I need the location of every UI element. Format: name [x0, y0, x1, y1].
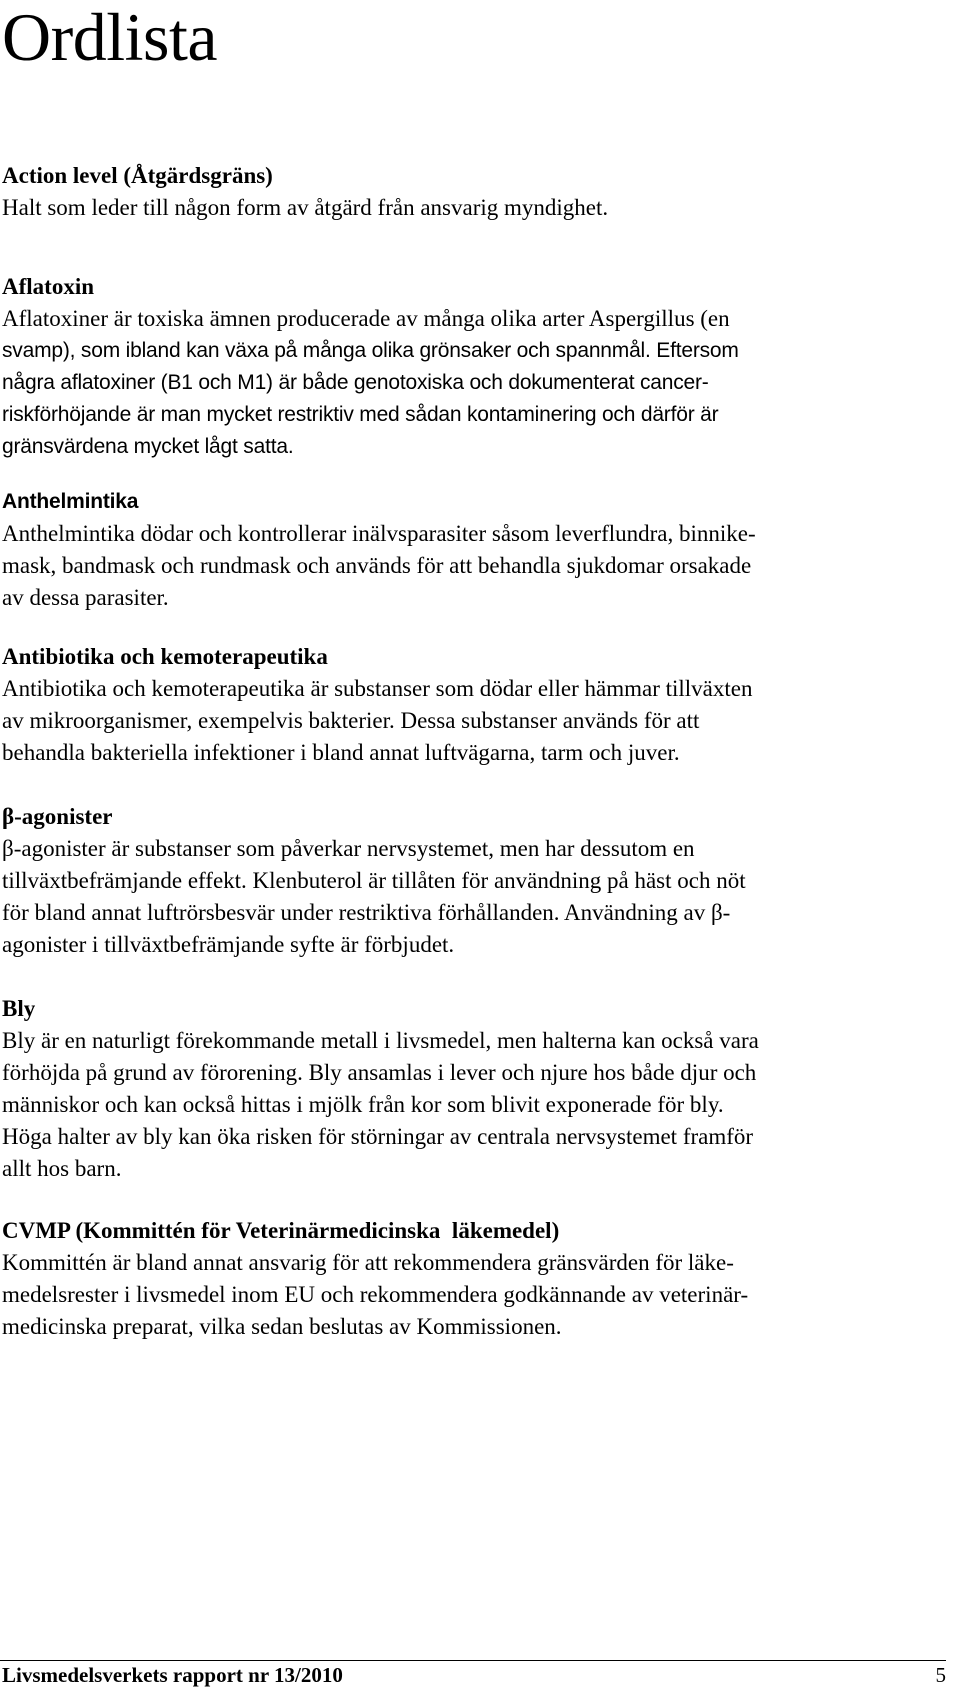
definition-line: Halt som leder till någon form av åtgärd från ansvarig myndighet.: [2, 195, 609, 220]
definition-line: Kommittén är bland annat ansvarig för att rekommendera gränsvärden för läke-: [2, 1250, 734, 1275]
definition-line: Aflatoxiner är toxiska ämnen producerade av många olika arter Aspergillus (en: [2, 306, 730, 331]
term-heading: Action level (Åtgärdsgräns): [2, 163, 273, 188]
definition-line: några aflatoxiner (B1 och M1) är både genotoxiska och dokumenterat cancer-: [2, 371, 709, 394]
definition-line: av mikroorganismer, exempelvis bakterier. Dessa substanser används för att: [2, 708, 700, 733]
term-heading: Anthelmintika: [2, 490, 139, 513]
glossary-entry-cvmp: [2, 1215, 954, 1343]
term-heading: CVMP (Kommittén för Veterinärmedicinska läkemedel): [2, 1218, 560, 1243]
definition-line: av dessa parasiter.: [2, 585, 169, 610]
term-definition: [2, 303, 954, 463]
definition-line: människor och kan också hittas i mjölk från kor som blivit exponerade för bly.: [2, 1092, 724, 1117]
page-title: Ordlista: [2, 0, 218, 75]
term-definition: [2, 1247, 954, 1343]
definition-line: medicinska preparat, vilka sedan beslutas av Kommissionen.: [2, 1314, 562, 1339]
glossary-entry-action-level: [2, 160, 954, 224]
report-name: Livsmedelsverkets rapport nr 13/2010: [2, 1663, 343, 1687]
term-heading: Aflatoxin: [2, 274, 94, 299]
definition-line: β-agonister är substanser som påverkar nervsystemet, men har dessutom en: [2, 836, 695, 861]
glossary-entry-bly: [2, 993, 954, 1185]
definition-line: riskförhöjande är man mycket restriktiv med sådan kontaminering och därför är: [2, 403, 719, 426]
term-heading: Bly: [2, 996, 36, 1021]
definition-line: Bly är en naturligt förekommande metall i livsmedel, men halterna kan också vara: [2, 1028, 759, 1053]
definition-line: Anthelmintika dödar och kontrollerar inälvsparasiter såsom leverflundra, binnike-: [2, 521, 756, 546]
definition-line: för bland annat luftrörsbesvär under restriktiva förhållanden. Användning av β-: [2, 900, 731, 925]
definition-line: mask, bandmask och rundmask och används för att behandla sjukdomar orsakade: [2, 553, 752, 578]
term-definition: [2, 192, 954, 224]
glossary-entry-beta-agonister: [2, 801, 954, 961]
glossary-entry-antibiotika: [2, 641, 954, 769]
definition-line: Antibiotika och kemoterapeutika är substanser som dödar eller hämmar tillväxten: [2, 676, 753, 701]
term-definition: [2, 673, 954, 769]
glossary-entry-aflatoxin: [2, 271, 954, 463]
definition-line: agonister i tillväxtbefrämjande syfte är förbjudet.: [2, 932, 455, 957]
definition-line: medelsrester i livsmedel inom EU och rekommendera godkännande av veterinär-: [2, 1282, 749, 1307]
term-heading: β-agonister: [2, 804, 113, 829]
definition-line: svamp), som ibland kan växa på många olika grönsaker och spannmål. Eftersom: [2, 339, 739, 362]
term-heading: Antibiotika och kemoterapeutika: [2, 644, 328, 669]
page-number: 5: [935, 1663, 946, 1687]
glossary-entry-anthelmintika: [2, 486, 954, 614]
page-footer: [0, 1660, 946, 1687]
definition-line: behandla bakteriella infektioner i bland annat luftvägarna, tarm och juver.: [2, 740, 680, 765]
term-definition: [2, 518, 954, 614]
definition-line: tillväxtbefrämjande effekt. Klenbuterol är tillåten för användning på häst och nöt: [2, 868, 746, 893]
term-definition: [2, 1025, 954, 1185]
term-definition: [2, 833, 954, 961]
definition-line: Höga halter av bly kan öka risken för störningar av centrala nervsystemet framför: [2, 1124, 754, 1149]
definition-line: förhöjda på grund av förorening. Bly ansamlas i lever och njure hos både djur och: [2, 1060, 757, 1085]
definition-line: allt hos barn.: [2, 1156, 122, 1181]
glossary-list: [2, 160, 954, 1343]
definition-line: gränsvärdena mycket lågt satta.: [2, 435, 294, 458]
